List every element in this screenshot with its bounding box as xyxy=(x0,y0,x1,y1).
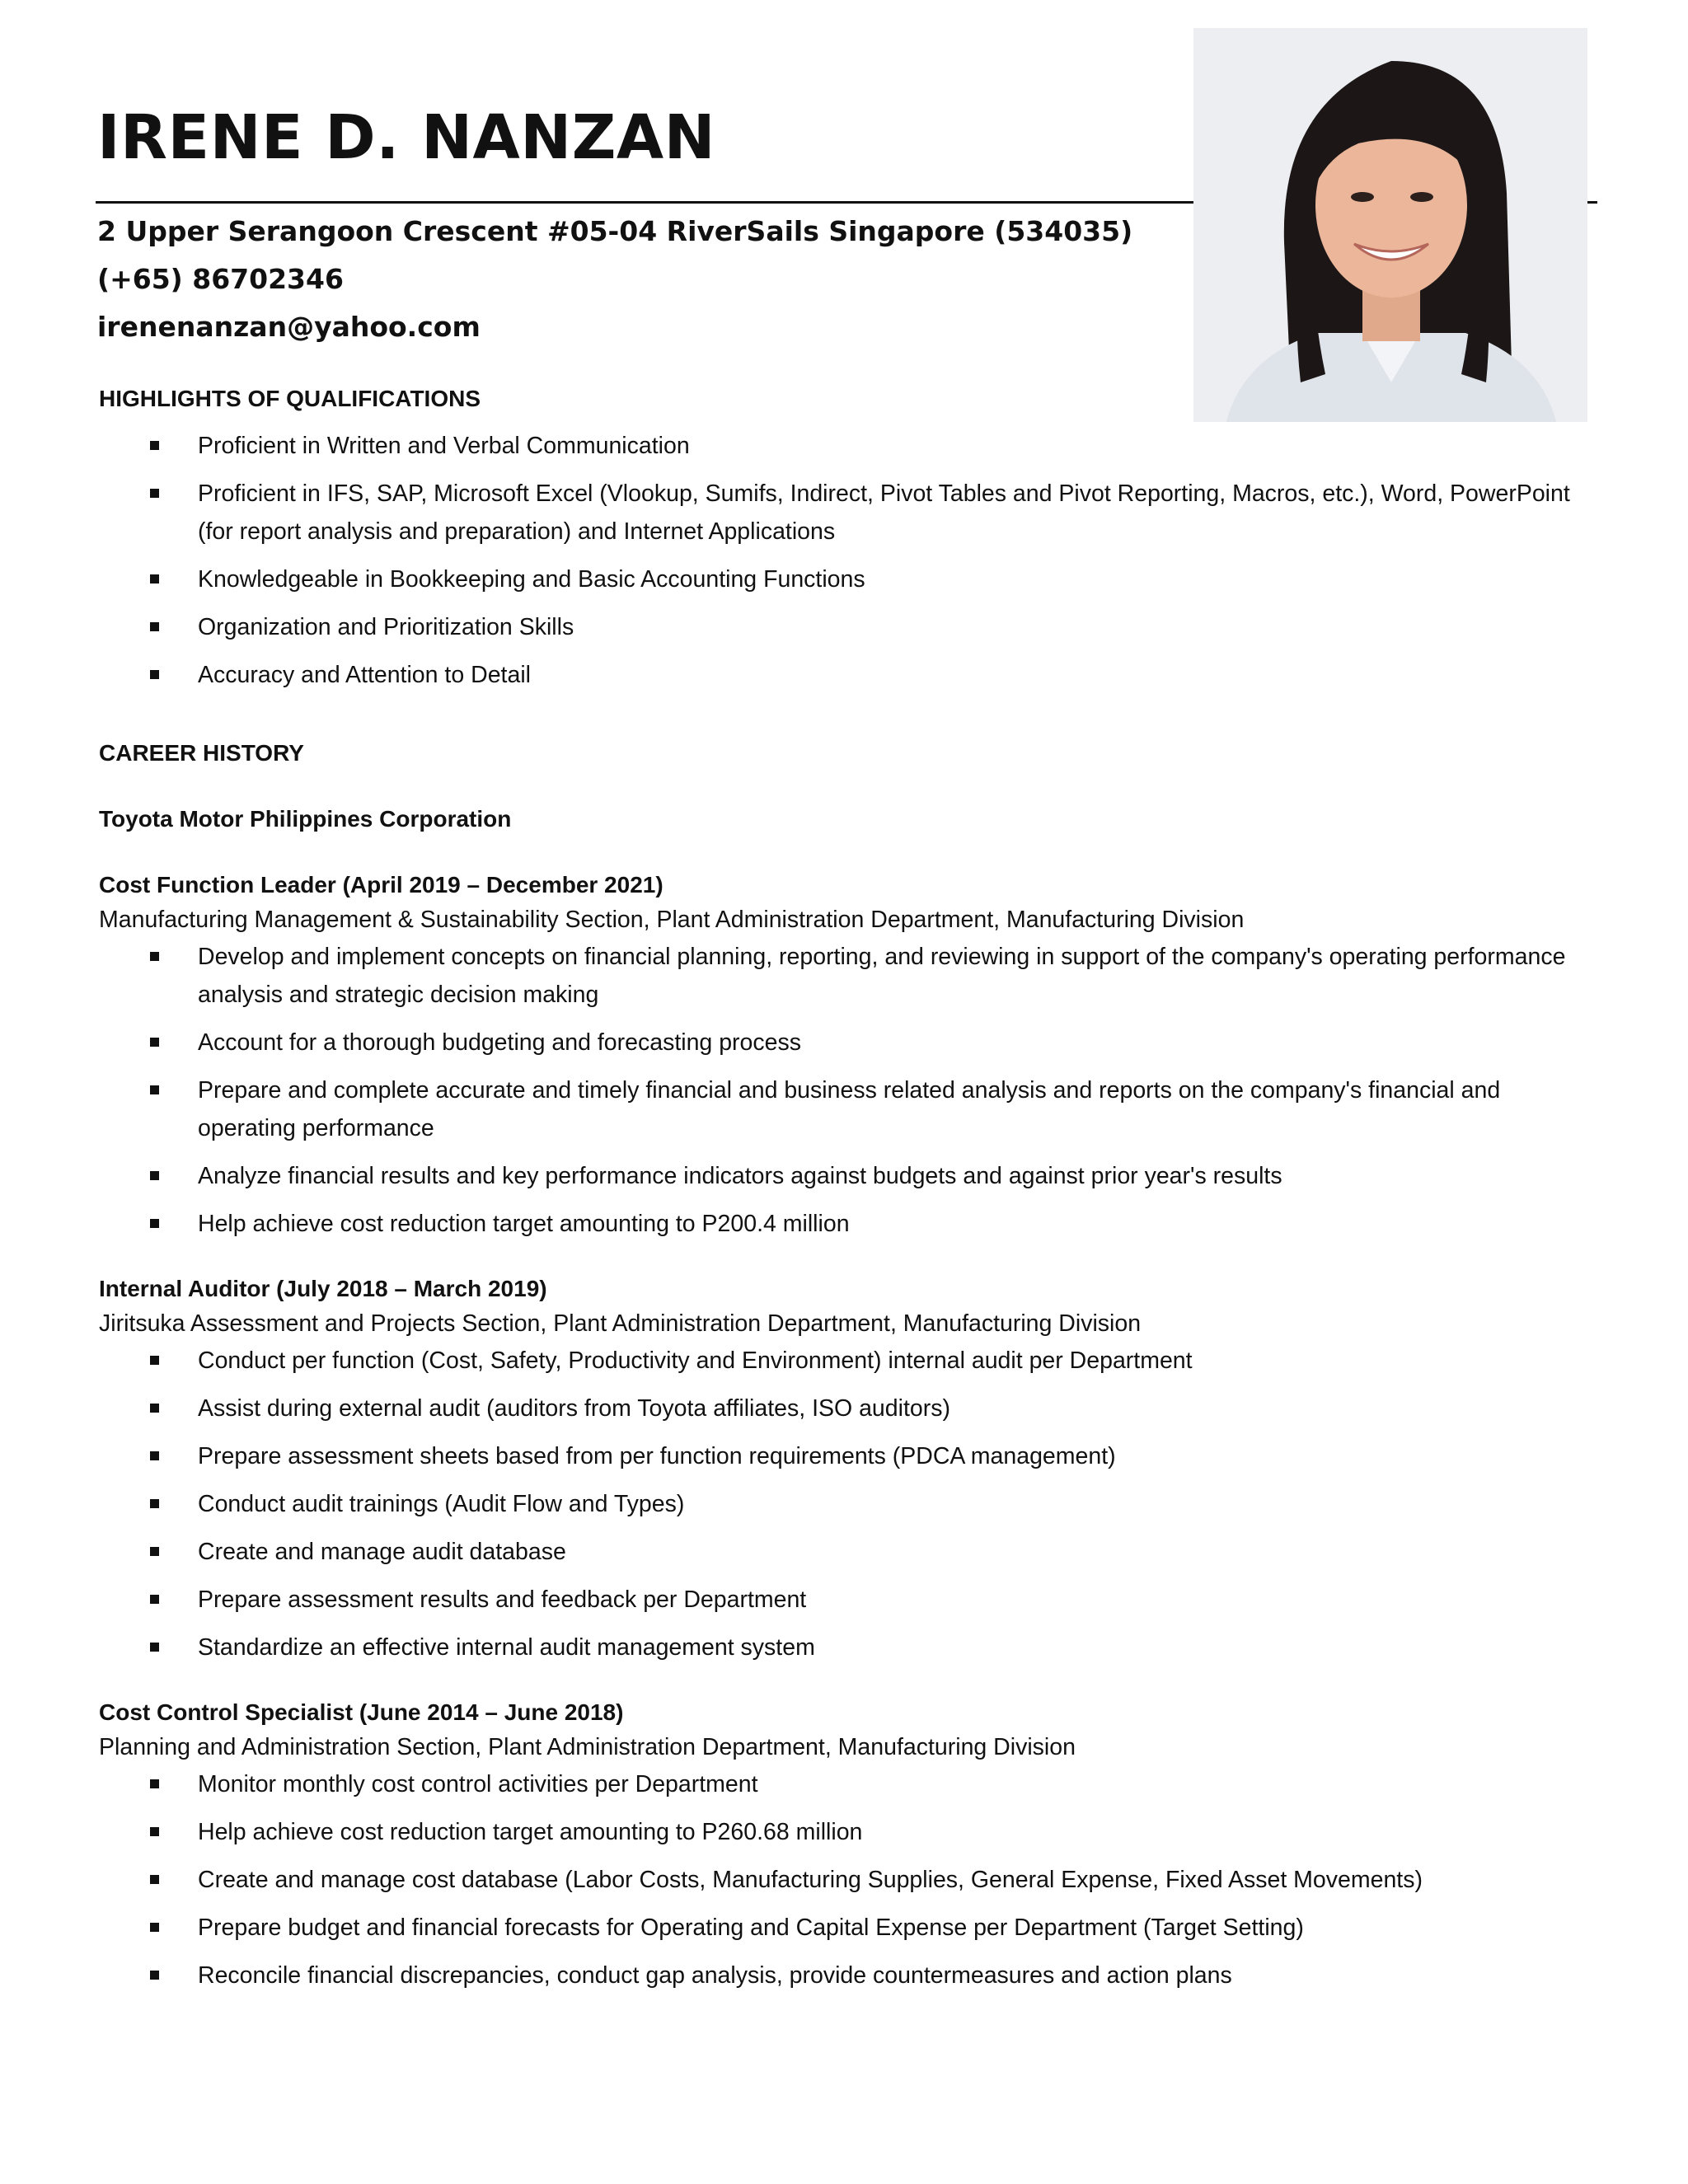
bullet-icon xyxy=(150,1038,159,1047)
role-duties xyxy=(99,1765,1574,1994)
list-item: Standardize an effective internal audit management system xyxy=(99,1629,1574,1666)
profile-photo xyxy=(1193,28,1587,422)
list-item: Assist during external audit (auditors from Toyota affiliates, ISO auditors) xyxy=(99,1390,1574,1427)
highlights-heading: HIGHLIGHTS OF QUALIFICATIONS xyxy=(99,386,481,411)
bullet-icon xyxy=(150,1643,159,1652)
role-department: Jiritsuka Assessment and Projects Section, Plant Administration Department, Manufacturing Division xyxy=(99,1310,1142,1337)
list-item: Prepare assessment results and feedback per Department xyxy=(99,1581,1574,1619)
bullet-icon xyxy=(150,1499,159,1508)
email: irenenanzan@yahoo.com xyxy=(97,311,481,343)
highlights-list xyxy=(99,427,1574,694)
role-department: Planning and Administration Section, Plant Administration Department, Manufacturing Division xyxy=(99,1734,1076,1760)
list-item: Analyze financial results and key performance indicators against budgets and against prior year's results xyxy=(99,1157,1574,1195)
role-title: Cost Function Leader (April 2019 – December 2021) xyxy=(99,872,663,898)
address: 2 Upper Serangoon Crescent #05-04 RiverSails Singapore (534035) xyxy=(97,215,1133,247)
bullet-icon xyxy=(150,1085,159,1094)
list-item: Create and manage audit database xyxy=(99,1533,1574,1571)
bullet-icon xyxy=(150,1923,159,1932)
bullet-icon xyxy=(150,670,159,679)
bullet-icon xyxy=(150,1971,159,1980)
list-item: Organization and Prioritization Skills xyxy=(99,608,1574,646)
resume-content xyxy=(99,382,1574,2004)
bullet-icon xyxy=(150,489,159,498)
contact-block xyxy=(97,208,1132,351)
list-item: Help achieve cost reduction target amounting to P260.68 million xyxy=(99,1813,1574,1851)
role-title: Cost Control Specialist (June 2014 – June 2018) xyxy=(99,1699,624,1725)
bullet-icon xyxy=(150,1595,159,1604)
bullet-icon xyxy=(150,1356,159,1365)
role-department: Manufacturing Management & Sustainability Section, Plant Administration Department, Manufacturing Division xyxy=(99,907,1245,933)
list-item: Help achieve cost reduction target amounting to P200.4 million xyxy=(99,1205,1574,1243)
bullet-icon xyxy=(150,1219,159,1228)
list-item: Conduct audit trainings (Audit Flow and Types) xyxy=(99,1485,1574,1523)
list-item: Proficient in IFS, SAP, Microsoft Excel (Vlookup, Sumifs, Indirect, Pivot Tables and Pivot Reporting, Macros, etc.), Word, PowerPoint (for report analysis and preparation) and Internet Applications xyxy=(99,475,1574,551)
list-item: Develop and implement concepts on financial planning, reporting, and reviewing in support of the company's operating performance analysis and strategic decision making xyxy=(99,938,1574,1014)
role-duties xyxy=(99,1342,1574,1666)
role-title: Internal Auditor (July 2018 – March 2019) xyxy=(99,1276,547,1301)
bullet-icon xyxy=(150,1779,159,1788)
bullet-icon xyxy=(150,1451,159,1460)
list-item: Create and manage cost database (Labor Costs, Manufacturing Supplies, General Expense, Fixed Asset Movements) xyxy=(99,1861,1574,1899)
list-item: Prepare budget and financial forecasts for Operating and Capital Expense per Department (Target Setting) xyxy=(99,1909,1574,1947)
list-item: Prepare assessment sheets based from per function requirements (PDCA management) xyxy=(99,1437,1574,1475)
bullet-icon xyxy=(150,441,159,450)
phone: (+65) 86702346 xyxy=(97,263,344,295)
bullet-icon xyxy=(150,574,159,583)
list-item: Prepare and complete accurate and timely financial and business related analysis and reports on the company's financial and operating performance xyxy=(99,1071,1574,1147)
list-item: Conduct per function (Cost, Safety, Productivity and Environment) internal audit per Department xyxy=(99,1342,1574,1380)
bullet-icon xyxy=(150,1547,159,1556)
list-item: Account for a thorough budgeting and forecasting process xyxy=(99,1024,1574,1062)
bullet-icon xyxy=(150,622,159,631)
list-item: Monitor monthly cost control activities per Department xyxy=(99,1765,1574,1803)
bullet-icon xyxy=(150,1875,159,1884)
company-name: Toyota Motor Philippines Corporation xyxy=(99,806,512,832)
list-item: Accuracy and Attention to Detail xyxy=(99,656,1574,694)
career-heading: CAREER HISTORY xyxy=(99,740,304,766)
list-item: Proficient in Written and Verbal Communication xyxy=(99,427,1574,465)
bullet-icon xyxy=(150,1404,159,1413)
bullet-icon xyxy=(150,1171,159,1180)
applicant-name: IRENE D. NANZAN xyxy=(97,102,716,173)
list-item: Reconcile financial discrepancies, conduct gap analysis, provide countermeasures and action plans xyxy=(99,1957,1574,1994)
bullet-icon xyxy=(150,1827,159,1836)
bullet-icon xyxy=(150,952,159,961)
list-item: Knowledgeable in Bookkeeping and Basic Accounting Functions xyxy=(99,560,1574,598)
role-duties xyxy=(99,938,1574,1243)
